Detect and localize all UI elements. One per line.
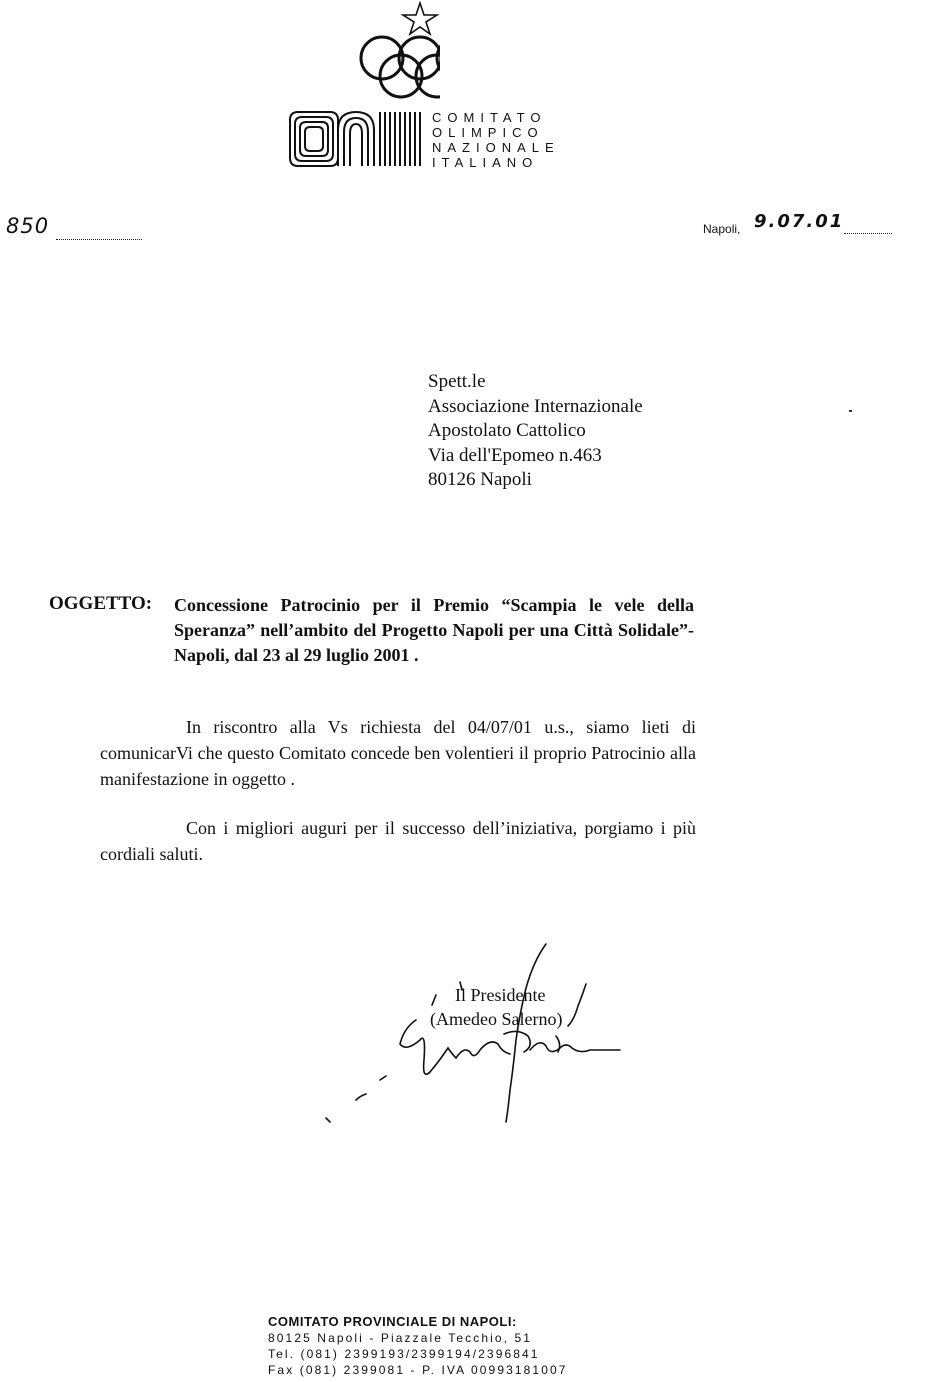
subject-label: OGGETTO: (49, 593, 153, 614)
organization-name (432, 110, 560, 170)
footer-title: COMITATO PROVINCIALE DI NAPOLI: (268, 1314, 517, 1329)
protocol-number: 850 (6, 214, 50, 238)
date-dotted-line (844, 217, 892, 234)
olympic-rings-star-icon (361, 3, 440, 97)
protocol-dotted-line (56, 223, 142, 240)
address-line: Via dell'Epomeo n.463 (428, 444, 602, 466)
footer (268, 1314, 568, 1378)
handwritten-signature (320, 940, 640, 1130)
recipient-address (428, 370, 643, 493)
coni-logo (270, 0, 440, 190)
org-line: NAZIONALE (432, 140, 560, 155)
address-line: 80126 Napoli (428, 469, 532, 490)
address-line: Apostolato Cattolico (428, 420, 586, 441)
footer-address: 80125 Napoli - Piazzale Tecchio, 51 (268, 1331, 533, 1345)
org-line: COMITATO (432, 110, 547, 125)
body-paragraph: Con i migliori auguri per il successo dell’iniziativa, porgiamo i più cordiali saluti. (100, 818, 696, 864)
subject-text: Concessione Patrocinio per il Premio “Scampia le vele della Speranza” nell’ambito del Progetto Napoli per una Città Solidale”- Napoli, dal 23 al 29 luglio 2001 . (174, 595, 694, 665)
address-line: Spett.le (428, 371, 486, 392)
body-paragraph: In riscontro alla Vs richiesta del 04/07/01 u.s., siamo lieti di comunicarVi che questo Comitato concede ben volentieri il proprio Patrocinio alla manifestazione in oggetto . (100, 717, 696, 789)
footer-tel: Tel. (081) 2399193/2399194/2396841 (268, 1347, 540, 1361)
org-line: ITALIANO (432, 155, 539, 170)
org-line: OLIMPICO (432, 125, 544, 140)
address-line: Associazione Internazionale (428, 395, 643, 417)
date-value: 9.07.01 (754, 211, 845, 232)
scan-speck (849, 410, 852, 412)
date-place: Napoli, (703, 222, 741, 236)
footer-fax: Fax (081) 2399081 - P. IVA 00993181007 (268, 1363, 568, 1377)
coni-mark-icon (290, 112, 420, 166)
signatory-name: (Amedeo Salerno) (430, 1009, 563, 1029)
signatory-role: Il Presidente (455, 985, 546, 1005)
